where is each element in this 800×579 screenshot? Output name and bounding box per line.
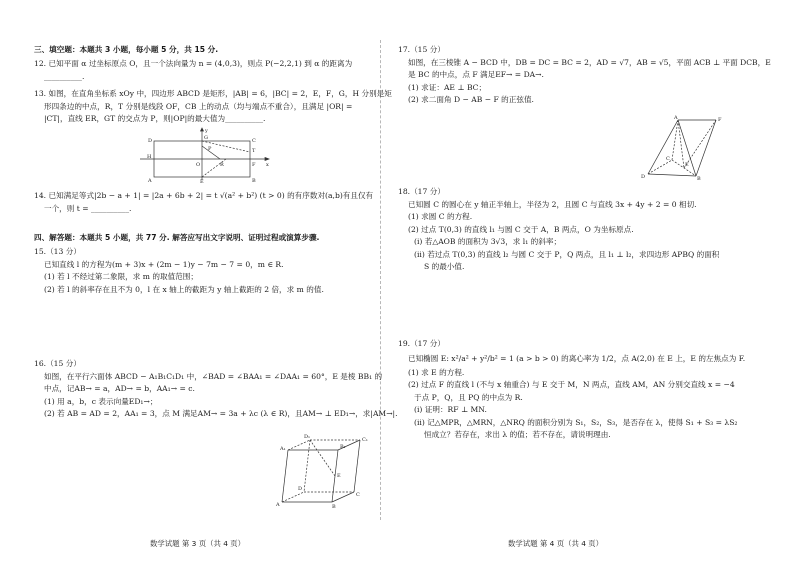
page-3 [0,0,398,579]
label-f: F [252,162,256,168]
label-f: F [718,117,722,123]
label-e: E [685,162,689,168]
label-p: P [208,146,212,152]
label-d: D [148,138,153,144]
label-a: A [674,115,678,121]
question-19: 19.（17 分） 已知椭圆 E: x²/a² + y²/b² = 1 (a > b > 0) 的离心率为 1/2，点 A(2,0) 在 E 上，E 的左焦点为 F. (1) 求 E 的方程. (2) 过点 F 的直线 l (不与 x 轴重合) 与 E 交于 M，N 两点，直线 AM，AN 分别交直线 x = −4 于点 P，Q，且 PQ 的中点为 R. (ⅰ) 证明：RF ⊥ MN. (ⅱ) 记△MPR，△MRN，△NRQ 的面积分别为 S₁，S₂，S₃，是否存在 λ，使得 S₁ + S₃ = λS₂ 恒成立？若存在，求出 λ 的值；若不存在，请说明理由. [398,339,746,439]
question-17: 17.（15 分） 如图，在三棱锥 A − BCD 中，DB = DC = BC = 2，AD = √7，AB = √5，平面 ACB ⊥ 平面 DCB，E 是 BC 的中点，点 F 满足EF→ = DA→. (1) 求证：AE ⊥ BC； (2) 求二面角 D − AB − F 的正弦值. [398,45,771,104]
label-r: R [220,162,224,168]
label-o: O [196,162,201,168]
question-15: 15.（13 分） 已知直线 l 的方程为(m + 3)x + (2m − 1)y − 7m − 7 = 0，m ∈ R. (1) 若 l 不经过第二象限，求 m 的取值范围； (2) 若 l 的斜率存在且不为 0，l 在 x 轴上的截距为 y 轴上截距的 2 倍，求 m 的值. [34,247,324,294]
label-d1: D₁ [304,434,311,440]
footer-page-4: 数学试题 第 4 页（共 4 页） [508,539,604,548]
label-b1: B₁ [340,444,346,450]
label-b: B [252,178,256,184]
section4-title: 四、解答题：本题共 5 小题，共 77 分. 解答应写出文字说明、证明过程或演算步骤. [34,233,320,242]
question-16: 16.（15 分） 如图，在平行六面体 ABCD − A₁B₁C₁D₁ 中，∠BAD = ∠BAA₁ = ∠DAA₁ = 60°，E 是棱 BB₁ 的 中点，记AB→ = a，AD→ = b，AA₁→ = c. (1) 用 a，b，c 表示向量ED₁→； (2) 若 AB = AD = 2，AA₁ = 3，点 M 满足AM→ = 3a + λc (λ ∈ R)，且AM→ ⊥ ED₁→，求|AM→|. [34,359,398,418]
label-g: G [204,135,208,141]
label-y: y [205,128,208,134]
label-c: C [356,492,360,498]
question-18: 18.（17 分） 已知圆 C 的圆心在 y 轴正半轴上，半径为 2，且圆 C 与直线 3x + 4y + 2 = 0 相切. (1) 求圆 C 的方程. (2) 过点 T(0,3) 的直线 l₁ 与圆 C 交于 A，B 两点，O 为坐标原点. (ⅰ) 若△AOB 的面积为 3√3，求 l₁ 的斜率； (ⅱ) 若过点 T(0,3) 的直线 l₂ 与圆 C 交于 P，Q 两点，且 l₁ ⊥ l₂，求四边形 APBQ 的面积 S 的最小值. [398,187,720,271]
q13-figure [140,128,270,184]
question-14: 14. 已知满足等式|2b − a + 1| = |2a + 6b + 2| = t √(a² + b²) (t > 0) 的有序数对(a,b)有且仅有 一个，则 t = __________. [34,191,374,213]
label-c: C [252,138,256,144]
label-t: T [252,148,256,154]
label-e: E [200,179,204,185]
y-axis-arrow [201,128,204,131]
page-4 [396,0,800,579]
label-x: x [266,162,269,168]
label-b: B [697,176,701,182]
label-a1: A₁ [280,446,286,452]
x-axis-arrow [265,158,269,161]
q16-figure [276,434,370,510]
label-b: B [332,504,336,510]
label-a: A [276,502,280,508]
label-c: C [666,156,670,162]
section3-title: 三、填空题：本题共 3 小题，每小题 5 分，共 15 分. [34,45,219,54]
q17-figure [641,115,724,182]
question-13: 13. 如图，在直角坐标系 xOy 中，四边形 ABCD 是矩形，|AB| = 6，|BC| = 2，E，F，G，H 分别是矩 形四条边的中点，R，T 分别是线段 OF，CB 上的动点（均与端点不重合），且满足 |OR| = |CT|，直线 ER，GT 的交点为 P，则|OP|的最大值为__________. [34,89,392,123]
label-e: E [337,473,341,479]
label-c1: C₁ [362,437,368,443]
label-d: D [298,486,303,492]
question-12: 12. 已知平面 α 过坐标原点 O，且一个法向量为 n = (4,0,3)，则点 P(−2,2,1) 到 α 的距离为 __________. [34,59,353,81]
label-h: H [147,154,152,160]
label-d: D [641,174,646,180]
label-a: A [148,178,152,184]
footer-page-3: 数学试题 第 3 页（共 4 页） [150,539,246,548]
